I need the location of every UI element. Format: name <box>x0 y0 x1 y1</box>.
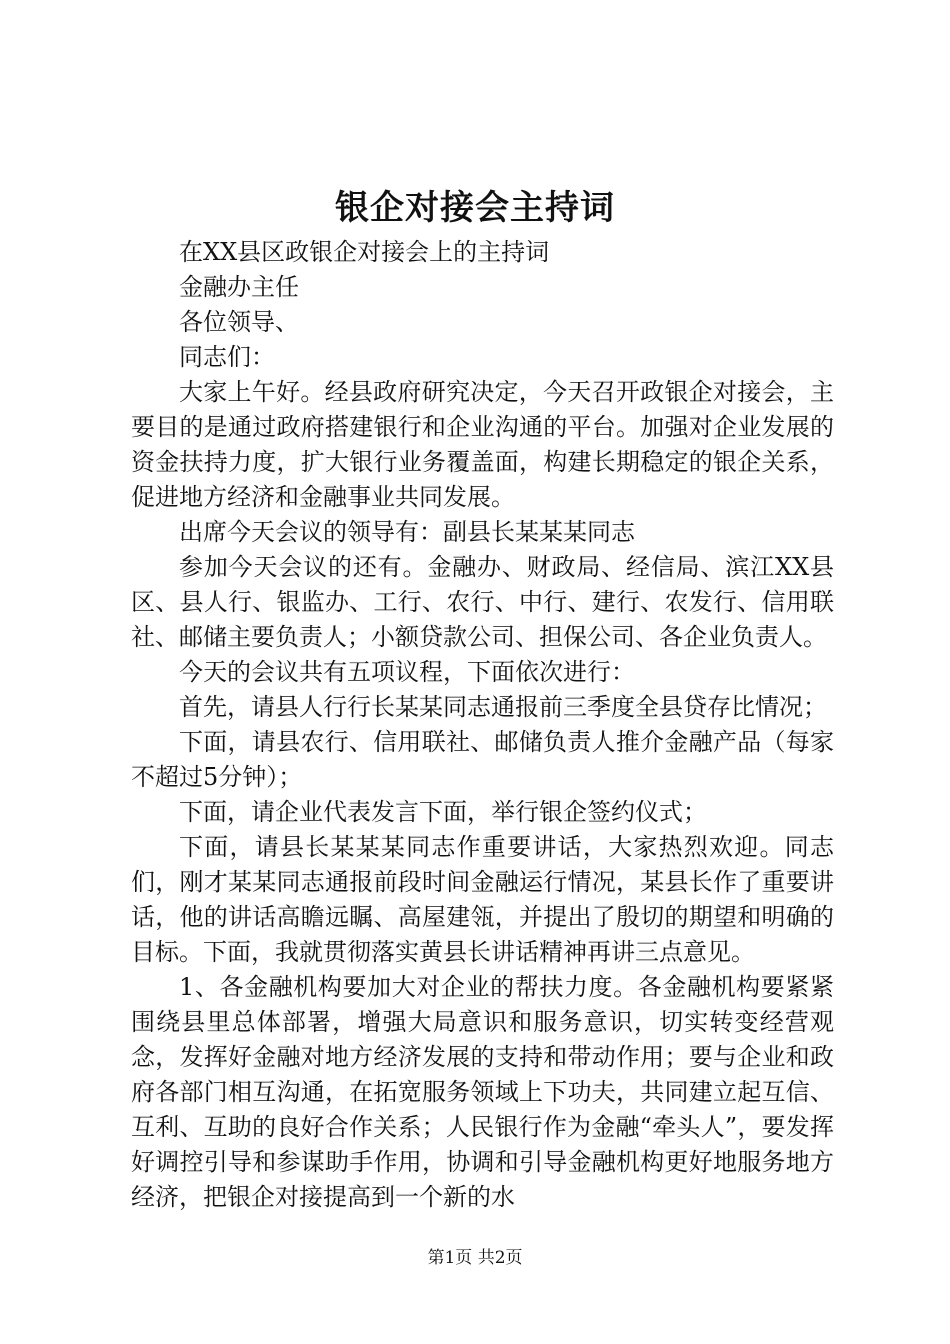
paragraph-heading: 在XX县区政银企对接会上的主持词 <box>179 238 550 266</box>
paragraph-attendees: 参加今天会议的还有。金融办、财政局、经信局、滨江XX县区、县人行、银监办、工行、农行、中行、建行、农发行、信用联社、邮储主要负责人；小额贷款公司、担保公司、各企业负责人。 <box>131 553 834 651</box>
paragraph-agenda-item-2: 下面，请县农行、信用联社、邮储负责人推介金融产品（每家不超过5分钟）； <box>131 728 834 791</box>
paragraph-agenda: 今天的会议共有五项议程，下面依次进行： <box>179 658 635 686</box>
paragraph-greeting-1: 各位领导、 <box>179 308 299 336</box>
paragraph-point-1: 1、各金融机构要加大对企业的帮扶力度。各金融机构要紧紧围绕县里总体部署，增强大局意识和服务意识，切实转变经营观念，发挥好金融对地方经济发展的支持和带动作用；要与企业和政府各部门相互沟通，在拓宽服务领域上下功夫，共同建立起互信、互利、互助的良好合作关系；人民银行作为金融“牵头人”，要发挥好调控引导和参谋助手作用，协调和引导金融机构更好地服务地方经济，把银企对接提高到一个新的水 <box>131 973 834 1211</box>
page-number: 第1页 共2页 <box>427 1248 523 1268</box>
paragraph-opening: 大家上午好。经县政府研究决定，今天召开政银企对接会，主要目的是通过政府搭建银行和企业沟通的平台。加强对企业发展的资金扶持力度，扩大银行业务覆盖面，构建长期稳定的银企关系，促进地方经济和金融事业共同发展。 <box>131 378 834 511</box>
paragraph-greeting-2: 同志们： <box>179 343 275 371</box>
paragraph-speaker: 金融办主任 <box>179 273 299 301</box>
paragraph-agenda-item-3: 下面，请企业代表发言下面，举行银企签约仪式； <box>179 798 707 826</box>
document-title: 银企对接会主持词 <box>335 188 615 228</box>
document-body <box>131 235 834 1215</box>
paragraph-agenda-item-1: 首先，请县人行行长某某同志通报前三季度全县贷存比情况； <box>179 693 827 721</box>
paragraph-agenda-item-4: 下面，请县长某某某同志作重要讲话，大家热烈欢迎。同志们，刚才某某同志通报前段时间金融运行情况，某县长作了重要讲话，他的讲话高瞻远瞩、高屋建瓴，并提出了殷切的期望和明确的目标。下面，我就贯彻落实黄县长讲话精神再讲三点意见。 <box>131 833 834 966</box>
paragraph-leaders: 出席今天会议的领导有：副县长某某某同志 <box>179 518 635 546</box>
